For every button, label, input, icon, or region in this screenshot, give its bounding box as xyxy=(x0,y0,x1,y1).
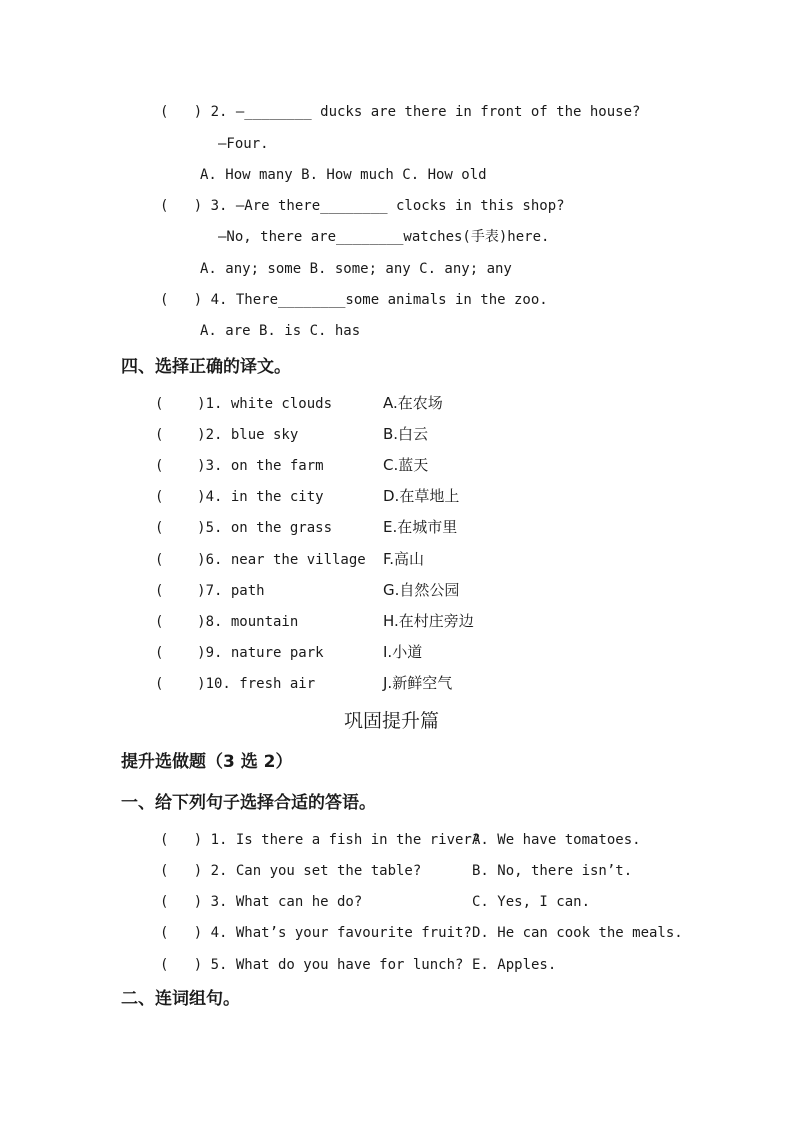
q2-question: ( ) 2. —________ ducks are there in front of the house? xyxy=(160,104,641,120)
q3-question: ( ) 3. —Are there________ clocks in this shop? xyxy=(160,198,565,214)
p1-item-2-left: ( ) 2. Can you set the table? xyxy=(160,863,422,879)
s4-item-1-left: ( )1. white clouds xyxy=(155,396,333,412)
s4-item-3-right: C.蓝天 xyxy=(383,456,429,474)
p1-item-5-left: ( ) 5. What do you have for lunch? xyxy=(160,957,464,973)
p1-item-1-right: A. We have tomatoes. xyxy=(472,832,641,848)
q4-question: ( ) 4. There________some animals in the zoo. xyxy=(160,292,548,308)
p1-item-2-right: B. No, there isn’t. xyxy=(472,863,633,879)
s4-item-4-left: ( )4. in the city xyxy=(155,489,324,505)
p1-item-1-left: ( ) 1. Is there a fish in the river? xyxy=(160,832,481,848)
q3-options: A. any; some B. some; any C. any; any xyxy=(200,261,512,277)
s4-item-5-left: ( )5. on the grass xyxy=(155,520,333,536)
q3-answer: —No, there are________watches(手表)here. xyxy=(218,229,550,245)
s4-item-4-right: D.在草地上 xyxy=(383,487,460,505)
p1-item-3-left: ( ) 3. What can he do? xyxy=(160,894,363,910)
s4-item-10-left: ( )10. fresh air xyxy=(155,676,316,692)
part2-heading: 二、连词组句。 xyxy=(121,989,240,1009)
section4-heading: 四、选择正确的译文。 xyxy=(121,357,291,377)
s4-item-9-right: I.小道 xyxy=(383,643,423,661)
s4-item-8-right: H.在村庄旁边 xyxy=(383,612,474,630)
s4-item-8-left: ( )8. mountain xyxy=(155,614,299,630)
q2-options: A. How many B. How much C. How old xyxy=(200,167,487,183)
q4-options: A. are B. is C. has xyxy=(200,323,361,339)
s4-item-6-left: ( )6. near the village xyxy=(155,552,366,568)
p1-item-4-left: ( ) 4. What’s your favourite fruit? xyxy=(160,925,472,941)
consolidation-title: 巩固提升篇 xyxy=(344,710,440,732)
s4-item-7-left: ( )7. path xyxy=(155,583,265,599)
p1-item-4-right: D. He can cook the meals. xyxy=(472,925,683,941)
s4-item-9-left: ( )9. nature park xyxy=(155,645,324,661)
p1-item-5-right: E. Apples. xyxy=(472,957,557,973)
s4-item-10-right: J.新鲜空气 xyxy=(383,674,453,692)
s4-item-2-right: B.白云 xyxy=(383,425,429,443)
part1-heading: 一、给下列句子选择合适的答语。 xyxy=(121,793,376,813)
s4-item-5-right: E.在城市里 xyxy=(383,518,458,536)
consolidation-subheading: 提升选做题（3 选 2） xyxy=(121,752,293,772)
s4-item-6-right: F.高山 xyxy=(383,550,424,568)
s4-item-7-right: G.自然公园 xyxy=(383,581,460,599)
s4-item-2-left: ( )2. blue sky xyxy=(155,427,299,443)
s4-item-1-right: A.在农场 xyxy=(383,394,443,412)
q2-answer: —Four. xyxy=(218,136,269,152)
p1-item-3-right: C. Yes, I can. xyxy=(472,894,591,910)
s4-item-3-left: ( )3. on the farm xyxy=(155,458,324,474)
